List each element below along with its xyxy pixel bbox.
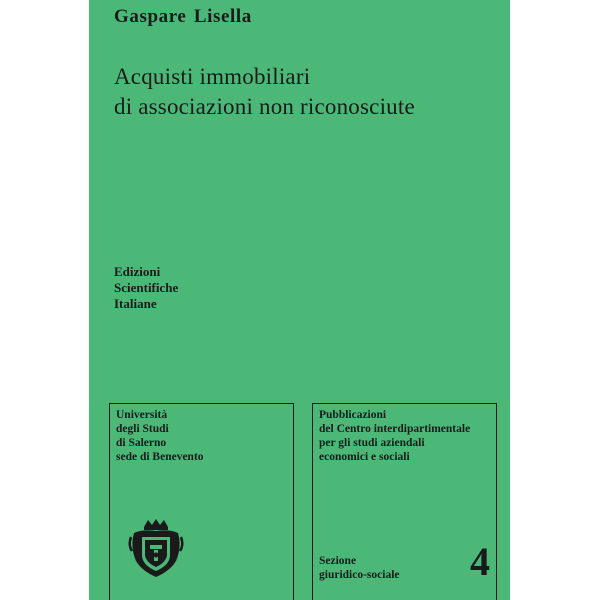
university-line: degli Studi bbox=[116, 423, 169, 435]
series-line: del Centro interdipartimentale bbox=[319, 423, 471, 435]
series-line: Pubblicazioni bbox=[319, 409, 387, 421]
publisher-line: Scientifiche bbox=[114, 280, 179, 295]
section-line: giuridico-sociale bbox=[319, 569, 400, 581]
university-box bbox=[109, 403, 294, 600]
book-cover bbox=[89, 0, 510, 600]
section-line: Sezione bbox=[319, 555, 357, 567]
university-text bbox=[116, 408, 204, 464]
university-seal-icon bbox=[128, 517, 184, 579]
university-line: di Salerno bbox=[116, 437, 167, 449]
publisher-line: Italiane bbox=[114, 296, 157, 311]
publisher-line: Edizioni bbox=[114, 264, 161, 279]
title-line: di associazioni non riconosciute bbox=[114, 94, 415, 119]
title-line: Acquisti immobiliari bbox=[114, 64, 311, 89]
book-title bbox=[114, 62, 415, 122]
section-label bbox=[319, 554, 400, 582]
series-box bbox=[312, 403, 497, 600]
university-line: Università bbox=[116, 409, 168, 421]
university-line: sede di Benevento bbox=[116, 451, 204, 463]
author-name: Gaspare Lisella bbox=[114, 6, 252, 27]
publisher-name bbox=[114, 264, 178, 312]
series-text bbox=[319, 408, 470, 464]
series-line: economici e sociali bbox=[319, 451, 410, 463]
volume-number: 4 bbox=[470, 539, 490, 584]
series-line: per gli studi aziendali bbox=[319, 437, 425, 449]
